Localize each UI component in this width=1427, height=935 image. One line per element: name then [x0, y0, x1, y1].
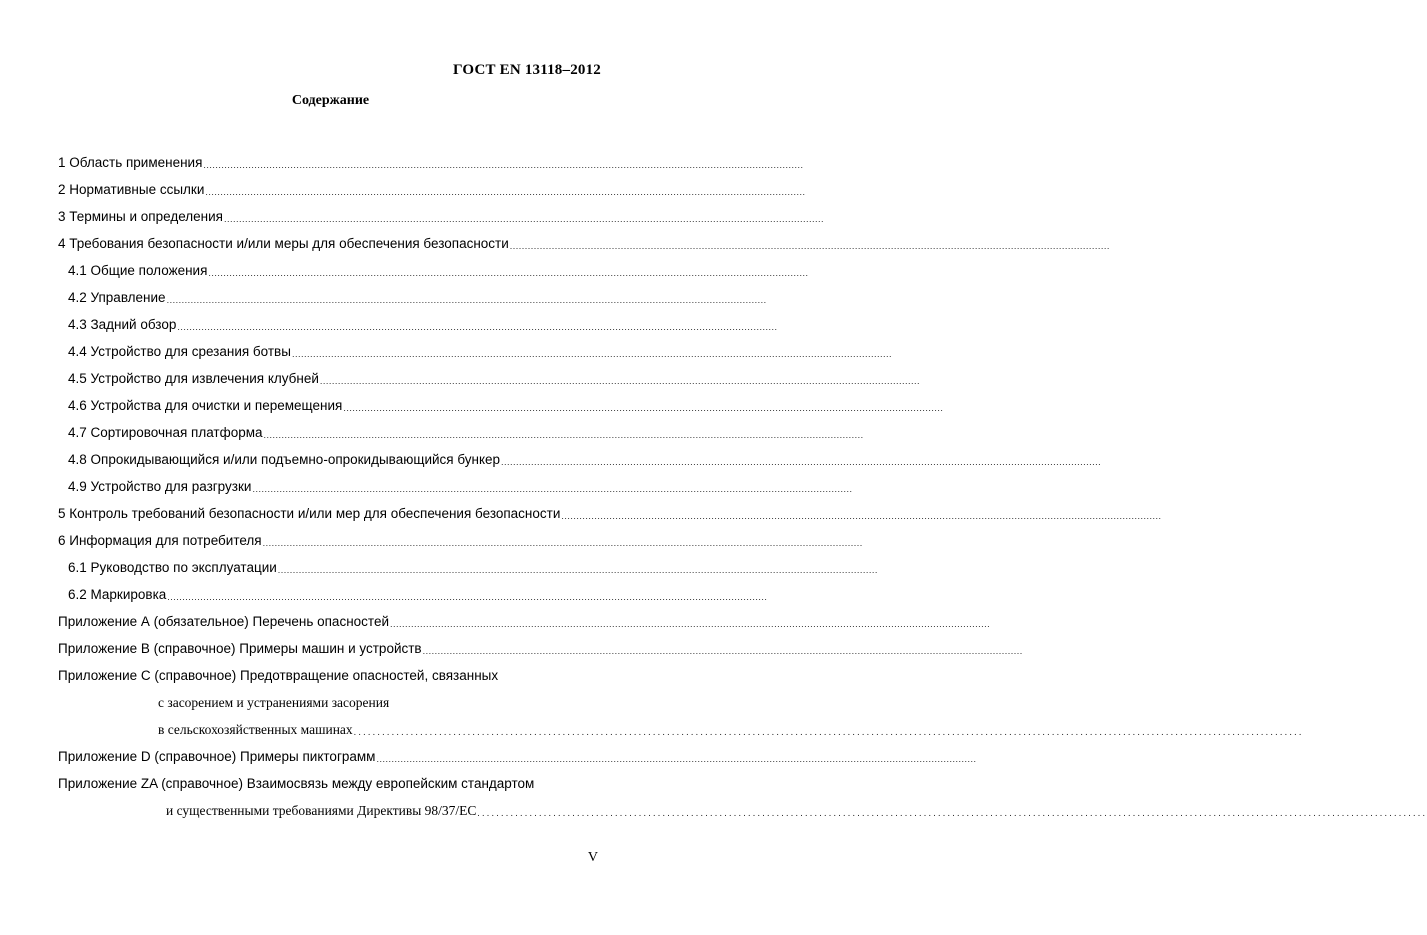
dot-leader: ........................................................................................................................................................................................................ [208, 268, 809, 278]
toc-entry-annex-d[interactable]: Приложение D (справочное) Примеры пиктограмм ........................................................................................................................................................................................................ [58, 740, 590, 767]
table-of-contents [58, 146, 1427, 821]
toc-entry-6[interactable]: 6 Информация для потребителя ........................................................................................................................................................................................................ [58, 524, 590, 551]
toc-entry-annex-a[interactable]: Приложение А (обязательное) Перечень опасностей ........................................................................................................................................................................................................ [58, 605, 590, 632]
dot-leader: ........................................................................................................................................................................................................ [343, 403, 944, 413]
dot-leader: ........................................................................................................................................................................................................ [509, 241, 1110, 251]
toc-entry-4-9[interactable]: 4.9 Устройство для разгрузки ........................................................................................................................................................................................................ [58, 470, 590, 497]
toc-entry-4-7[interactable]: 4.7 Сортировочная платформа ........................................................................................................................................................................................................ [58, 416, 590, 443]
toc-title: Содержание [291, 93, 370, 108]
toc-entry-annex-c-cont-1[interactable]: с засорением и устранениями засорения [158, 695, 390, 710]
toc-entry-4-1[interactable]: 4.1 Общие положения ........................................................................................................................................................................................................ [58, 254, 590, 281]
toc-entry-4-6[interactable]: 4.6 Устройства для очистки и перемещения ........................................................................................................................................................................................................ [58, 389, 590, 416]
dot-leader: ........................................................................................................................................................................................................ [262, 538, 863, 548]
toc-entry-5[interactable]: 5 Контроль требований безопасности и/или мер для обеспечения безопасности ........................................................................................................................................................................................................ [58, 497, 590, 524]
toc-entry-6-1[interactable]: 6.1 Руководство по эксплуатации ........................................................................................................................................................................................................ [58, 551, 590, 578]
toc-entry-4-8[interactable]: 4.8 Опрокидывающийся и/или подъемно-опрокидывающийся бункер ........................................................................................................................................................................................................ [58, 443, 590, 470]
dot-leader: ........................................................................................................................................................................................................ [205, 187, 806, 197]
toc-entry-annex-c[interactable]: Приложение С (справочное) Предотвращение опасностей, связанных [58, 668, 499, 683]
dot-leader: ........................................................................................................................................................................................................ [203, 160, 804, 170]
toc-entry-2[interactable]: 2 Нормативные ссылки ........................................................................................................................................................................................................ [58, 173, 590, 200]
toc-entry-annex-c-cont-2[interactable]: в сельскохозяйственных машинах ........................................................................................................................................................................................................ [58, 713, 590, 740]
dot-leader: ........................................................................................................................................................................................................ [353, 727, 1304, 737]
dot-leader: ........................................................................................................................................................................................................ [252, 484, 853, 494]
toc-entry-6-2[interactable]: 6.2 Маркировка ........................................................................................................................................................................................................ [58, 578, 590, 605]
toc-entry-annex-b[interactable]: Приложение В (справочное) Примеры машин и устройств ........................................................................................................................................................................................................ [58, 632, 590, 659]
toc-entry-annex-za-cont[interactable]: и существенными требованиями Директивы 98/37/ЕС ........................................................................................................................................................................................................ [58, 794, 590, 821]
dot-leader: ........................................................................................................................................................................................................ [167, 592, 768, 602]
toc-entry-4[interactable]: 4 Требования безопасности и/или меры для обеспечения безопасности ........................................................................................................................................................................................................ [58, 227, 590, 254]
toc-entry-3[interactable]: 3 Термины и определения ........................................................................................................................................................................................................ [58, 200, 590, 227]
toc-entry-4-3[interactable]: 4.3 Задний обзор ........................................................................................................................................................................................................ [58, 308, 590, 335]
dot-leader: ........................................................................................................................................................................................................ [376, 754, 977, 764]
dot-leader: ........................................................................................................................................................................................................ [291, 349, 893, 359]
dot-leader: ........................................................................................................................................................................................................ [277, 565, 878, 575]
toc-entry-1[interactable]: 1 Область применения ........................................................................................................................................................................................................ [58, 146, 590, 173]
dot-leader: ........................................................................................................................................................................................................ [390, 619, 991, 629]
dot-leader: ........................................................................................................................................................................................................ [501, 457, 1102, 467]
dot-leader: ........................................................................................................................................................................................................ [263, 430, 864, 440]
toc-entry-annex-za[interactable]: Приложение ZA (справочное) Взаимосвязь между европейским стандартом [58, 776, 535, 791]
dot-leader: ........................................................................................................................................................................................................ [422, 646, 1023, 656]
dot-leader: ........................................................................................................................................................................................................ [477, 808, 1427, 818]
page-number: V [587, 850, 598, 865]
dot-leader: ........................................................................................................................................................................................................ [319, 376, 921, 386]
toc-entry-4-2[interactable]: 4.2 Управление ........................................................................................................................................................................................................ [58, 281, 590, 308]
dot-leader: ........................................................................................................................................................................................................ [561, 511, 1162, 521]
document-code: ГОСТ EN 13118–2012 [453, 62, 601, 78]
dot-leader: ........................................................................................................................................................................................................ [177, 322, 778, 332]
toc-entry-4-5[interactable]: 4.5 Устройство для извлечения клубней ........................................................................................................................................................................................................ [58, 362, 590, 389]
dot-leader: ........................................................................................................................................................................................................ [223, 214, 825, 224]
toc-entry-4-4[interactable]: 4.4 Устройство для срезания ботвы ........................................................................................................................................................................................................ [58, 335, 590, 362]
dot-leader: ........................................................................................................................................................................................................ [166, 295, 767, 305]
